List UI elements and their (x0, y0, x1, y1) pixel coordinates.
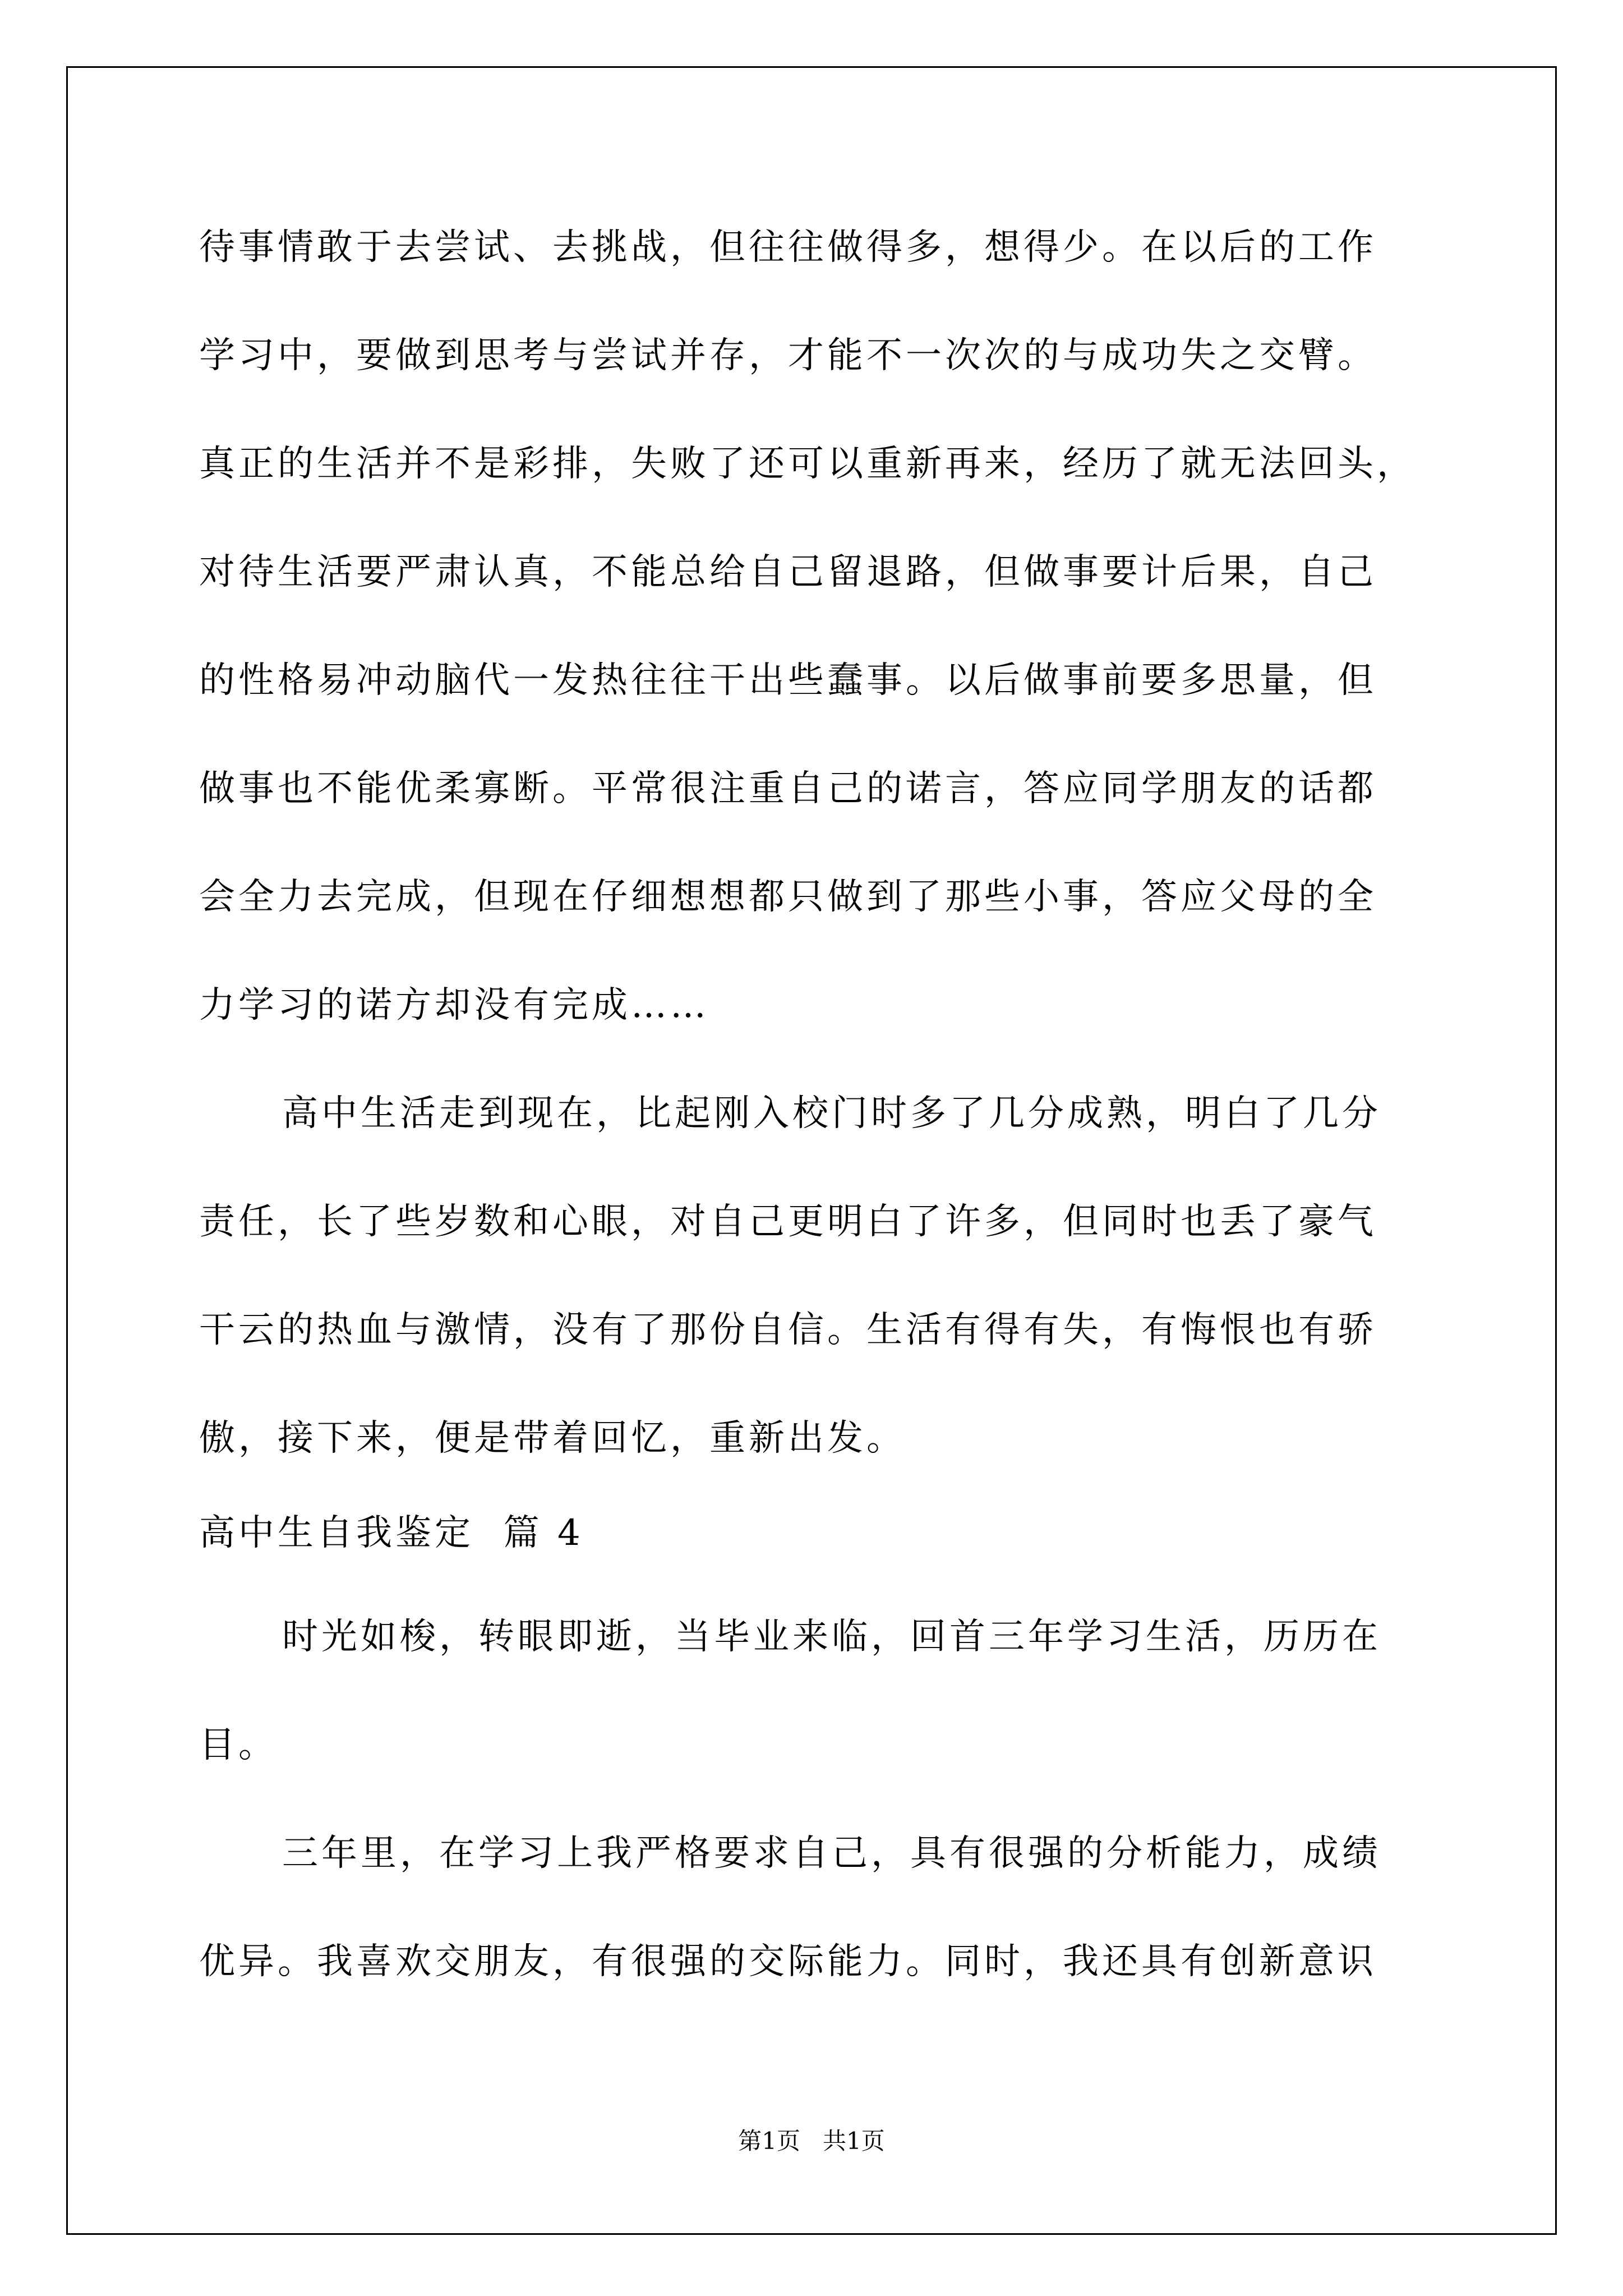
paragraph-line: 对待生活要严肃认真，不能总给自己留退路，但做事要计后果，自己 (199, 551, 1377, 593)
paragraph-line: 责任，长了些岁数和心眼，对自己更明白了许多，但同时也丢了豪气 (199, 1201, 1377, 1243)
paragraph-line: 目。 (199, 1724, 278, 1766)
paragraph-line: 高中生活走到现在，比起刚入校门时多了几分成熟，明白了几分 (282, 1093, 1381, 1134)
paragraph-line: 优异。我喜欢交朋友，有很强的交际能力。同时，我还具有创新意识 (199, 1941, 1377, 1982)
paragraph-line: 做事也不能优柔寡断。平常很注重自己的诺言，答应同学朋友的话都 (199, 768, 1377, 809)
paragraph-line: 的性格易冲动脑代一发热往往干出些蠢事。以后做事前要多思量，但 (199, 660, 1377, 701)
page-border (66, 66, 1557, 2235)
paragraph-line: 真正的生活并不是彩排，失败了还可以重新再来，经历了就无法回头， (199, 443, 1416, 485)
page-footer: 第1页 共1页 (738, 2127, 885, 2155)
paragraph-line: 待事情敢于去尝试、去挑战，但往往做得多，想得少。在以后的工作 (199, 227, 1377, 268)
paragraph-line: 力学习的诺方却没有完成…… (199, 984, 709, 1026)
paragraph-line: 干云的热血与激情，没有了那份自信。生活有得有失，有悔恨也有骄 (199, 1309, 1377, 1351)
paragraph-line: 会全力去完成，但现在仔细想想都只做到了那些小事，答应父母的全 (199, 876, 1377, 918)
section-heading: 高中生自我鉴定 篇 4 (199, 1512, 584, 1554)
paragraph-line: 傲，接下来，便是带着回忆，重新出发。 (199, 1418, 906, 1459)
paragraph-line: 学习中，要做到思考与尝试并存，才能不一次次的与成功失之交臂。 (199, 335, 1377, 376)
paragraph-line: 时光如梭，转眼即逝，当毕业来临，回首三年学习生活，历历在 (282, 1616, 1381, 1658)
paragraph-line: 三年里，在学习上我严格要求自己，具有很强的分析能力，成绩 (282, 1833, 1381, 1874)
